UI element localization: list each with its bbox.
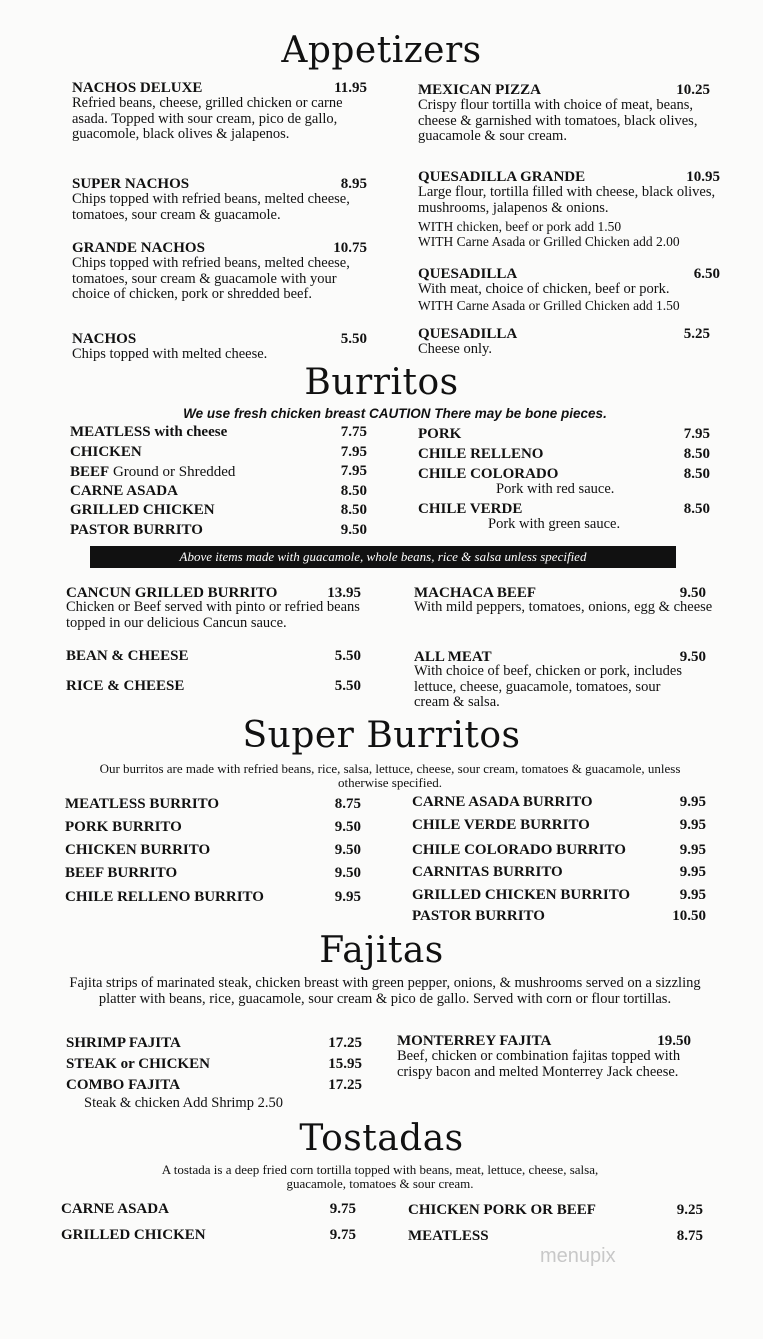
item-name: NACHOS xyxy=(72,331,137,347)
item-price: 8.50 xyxy=(683,446,710,462)
menu-item xyxy=(65,842,361,859)
menu-item xyxy=(70,483,367,500)
item-price: 15.95 xyxy=(328,1056,362,1072)
menu-item xyxy=(70,502,367,519)
item-addon: WITH Carne Asada or Grilled Chicken add 1.50 xyxy=(418,298,680,313)
item-price: 9.50 xyxy=(334,819,361,835)
item-name: MEXICAN PIZZA xyxy=(418,82,541,98)
item-price: 9.50 xyxy=(334,865,361,881)
item-price: 7.75 xyxy=(340,424,367,440)
item-price: 9.75 xyxy=(329,1201,356,1217)
item-price: 10.95 xyxy=(686,169,720,185)
appetizers-title: Appetizers xyxy=(281,30,482,71)
item-name: CARNE ASADA xyxy=(61,1201,169,1217)
item-price: 6.50 xyxy=(693,266,720,282)
fajitas-title: Fajitas xyxy=(319,930,444,971)
item-name: QUESADILLA xyxy=(418,266,518,282)
item-price: 9.95 xyxy=(334,889,361,905)
item-name: CARNITAS BURRITO xyxy=(412,864,563,880)
item-price: 9.25 xyxy=(676,1202,703,1218)
menu-item xyxy=(65,865,361,882)
menu-item xyxy=(408,1202,703,1219)
item-name: CHILE COLORADO xyxy=(418,466,559,482)
item-name: CHICKEN BURRITO xyxy=(65,842,211,858)
item-price: 9.75 xyxy=(329,1227,356,1243)
item-name: PORK BURRITO xyxy=(65,819,182,835)
item-price: 9.95 xyxy=(679,864,706,880)
item-name: PASTOR BURRITO xyxy=(412,908,545,924)
item-desc: With mild peppers, tomatoes, onions, egg & cheese xyxy=(414,599,713,615)
item-price: 17.25 xyxy=(328,1035,362,1051)
item-desc: Ground or Shredded xyxy=(109,464,236,480)
item-price: 13.95 xyxy=(327,585,361,601)
menu-item xyxy=(70,444,367,461)
super-burritos-title: Super Burritos xyxy=(242,715,521,756)
item-price: 9.95 xyxy=(679,842,706,858)
item-price: 9.95 xyxy=(679,887,706,903)
item-desc: Large flour, tortilla filled with cheese, black olives, mushrooms, jalapenos & onions. xyxy=(418,184,716,216)
item-name: CHILE VERDE BURRITO xyxy=(412,817,590,833)
item-name: BEEF BURRITO xyxy=(65,865,178,881)
item-price: 8.95 xyxy=(340,176,367,192)
item-price: 19.50 xyxy=(657,1033,691,1049)
item-desc: Steak & chicken Add Shrimp 2.50 xyxy=(84,1095,283,1111)
item-desc: Chips topped with refried beans, melted cheese, tomatoes, sour cream & guacamole with your choice of chicken, pork or shredded beef. xyxy=(72,255,350,302)
item-name: COMBO FAJITA xyxy=(66,1077,181,1093)
item-desc: Beef, chicken or combination fajitas topped with crispy bacon and melted Monterrey Jack cheese. xyxy=(397,1048,681,1080)
item-addon: WITH chicken, beef or pork add 1.50 xyxy=(418,219,622,234)
item-name: MEATLESS with cheese xyxy=(70,424,228,440)
item-name: GRILLED CHICKEN xyxy=(61,1227,206,1243)
item-name: SUPER NACHOS xyxy=(72,176,190,192)
item-price: 10.25 xyxy=(676,82,710,98)
menu-item xyxy=(66,1035,362,1052)
item-name: MACHACA BEEF xyxy=(414,585,537,601)
menu-item xyxy=(418,446,710,463)
item-price: 8.75 xyxy=(334,796,361,812)
item-price: 8.75 xyxy=(676,1228,703,1244)
item-price: 9.95 xyxy=(679,817,706,833)
menu-item xyxy=(70,463,367,481)
menu-item xyxy=(412,864,706,881)
item-price: 7.95 xyxy=(340,463,367,479)
item-price: 10.75 xyxy=(333,240,367,256)
item-price: 9.95 xyxy=(679,794,706,810)
menu-item xyxy=(65,796,361,813)
item-desc: Pork with red sauce. xyxy=(496,481,615,497)
item-price: 10.50 xyxy=(672,908,706,924)
menu-item xyxy=(65,889,361,906)
menu-item xyxy=(61,1227,356,1244)
item-price: 9.50 xyxy=(334,842,361,858)
item-price: 9.50 xyxy=(679,585,706,601)
item-price: 8.50 xyxy=(683,466,710,482)
item-name: CARNE ASADA xyxy=(70,483,178,499)
item-desc: Pork with green sauce. xyxy=(488,516,621,532)
menu-item xyxy=(412,908,706,925)
item-name: SHRIMP FAJITA xyxy=(66,1035,181,1051)
item-name: QUESADILLA xyxy=(418,326,518,342)
menu-item xyxy=(61,1201,356,1218)
item-name: GRILLED CHICKEN BURRITO xyxy=(412,887,631,903)
item-price: 8.50 xyxy=(683,501,710,517)
item-name: CHICKEN PORK OR BEEF xyxy=(408,1202,596,1218)
item-price: 5.50 xyxy=(334,678,361,694)
item-name: CHILE COLORADO BURRITO xyxy=(412,842,626,858)
item-name: PASTOR BURRITO xyxy=(70,522,203,538)
item-name: ALL MEAT xyxy=(414,649,492,665)
item-price: 5.50 xyxy=(340,331,367,347)
burritos-title: Burritos xyxy=(304,362,459,403)
item-desc: With choice of beef, chicken or pork, includes lettuce, cheese, guacamole, tomatoes, sour cream & salsa. xyxy=(414,663,682,710)
watermark: menupix xyxy=(540,1245,616,1267)
item-name: NACHOS DELUXE xyxy=(72,80,203,96)
item-name: CARNE ASADA BURRITO xyxy=(412,794,593,810)
burritos-info-bar: Above items made with guacamole, whole beans, rice & salsa unless specified xyxy=(90,546,676,568)
item-name: MEATLESS BURRITO xyxy=(65,796,220,812)
menu-item xyxy=(412,817,706,834)
menu-item xyxy=(70,522,367,539)
item-price: 5.25 xyxy=(683,326,710,342)
item-price: 9.50 xyxy=(340,522,367,538)
item-name: RICE & CHEESE xyxy=(66,678,185,694)
item-name: GRANDE NACHOS xyxy=(72,240,205,256)
item-price: 7.95 xyxy=(340,444,367,460)
item-price: 5.50 xyxy=(334,648,361,664)
item-desc: Cheese only. xyxy=(418,341,492,357)
item-desc: With meat, choice of chicken, beef or pork. xyxy=(418,281,670,297)
menu-item xyxy=(66,1077,362,1094)
item-name: GRILLED CHICKEN xyxy=(70,502,215,518)
item-desc: Chips topped with melted cheese. xyxy=(72,346,268,362)
item-addon: WITH Carne Asada or Grilled Chicken add 2.00 xyxy=(418,234,680,249)
item-desc: Crispy flour tortilla with choice of meat, beans, cheese & garnished with tomatoes, black olives, guacamole & sour cream. xyxy=(418,97,698,144)
item-price: 9.50 xyxy=(679,649,706,665)
item-desc: Chips topped with refried beans, melted cheese, tomatoes, sour cream & guacamole. xyxy=(72,191,350,223)
menu-item xyxy=(412,887,706,904)
item-name: CANCUN GRILLED BURRITO xyxy=(66,585,278,601)
fajitas-note: Fajita strips of marinated steak, chicken breast with green pepper, onions, & mushrooms served on a sizzling platter with beans, rice, guacamole, sour cream & pico de gallo. Served with corn or flour tortillas. xyxy=(69,975,701,1007)
super-burritos-note: Our burritos are made with refried beans, rice, salsa, lettuce, cheese, sour cream, tomatoes & guacamole, unless otherwise specified. xyxy=(99,761,681,790)
menu-item xyxy=(65,819,361,836)
item-price: 7.95 xyxy=(683,426,710,442)
menu-item xyxy=(412,794,706,811)
item-name: STEAK or CHICKEN xyxy=(66,1056,210,1072)
menu-item xyxy=(408,1228,703,1245)
item-name: PORK xyxy=(418,426,462,442)
item-name: BEAN & CHEESE xyxy=(66,648,189,664)
item-desc: Chicken or Beef served with pinto or refried beans topped in our delicious Cancun sauce. xyxy=(66,599,360,631)
item-name: CHICKEN xyxy=(70,444,142,460)
menu-item xyxy=(412,842,706,859)
menu-item xyxy=(66,1056,362,1073)
item-name: CHILE RELLENO BURRITO xyxy=(65,889,264,905)
tostadas-note: A tostada is a deep fried corn tortilla topped with beans, meat, lettuce, cheese, salsa, guacamole, tomatoes & sour cream. xyxy=(161,1162,599,1191)
item-name: MONTERREY FAJITA xyxy=(397,1033,552,1049)
item-name: QUESADILLA GRANDE xyxy=(418,169,586,185)
burritos-caution-note: We use fresh chicken breast CAUTION There may be bone pieces. xyxy=(183,406,607,421)
item-price: 17.25 xyxy=(328,1077,362,1093)
menu-item xyxy=(66,648,361,665)
item-name: CHILE RELLENO xyxy=(418,446,544,462)
item-name: CHILE VERDE xyxy=(418,501,523,517)
menu-item xyxy=(70,424,367,441)
item-price: 11.95 xyxy=(334,80,367,96)
menu-item xyxy=(66,678,361,695)
item-desc: Refried beans, cheese, grilled chicken or carne asada. Topped with sour cream, pico de gallo, guacomole, black olives & jalapenos. xyxy=(72,95,343,142)
tostadas-title: Tostadas xyxy=(299,1118,464,1159)
menu-item xyxy=(418,426,710,443)
item-name: BEEF xyxy=(70,464,110,480)
item-name: MEATLESS xyxy=(408,1228,489,1244)
item-price: 8.50 xyxy=(340,502,367,518)
item-price: 8.50 xyxy=(340,483,367,499)
